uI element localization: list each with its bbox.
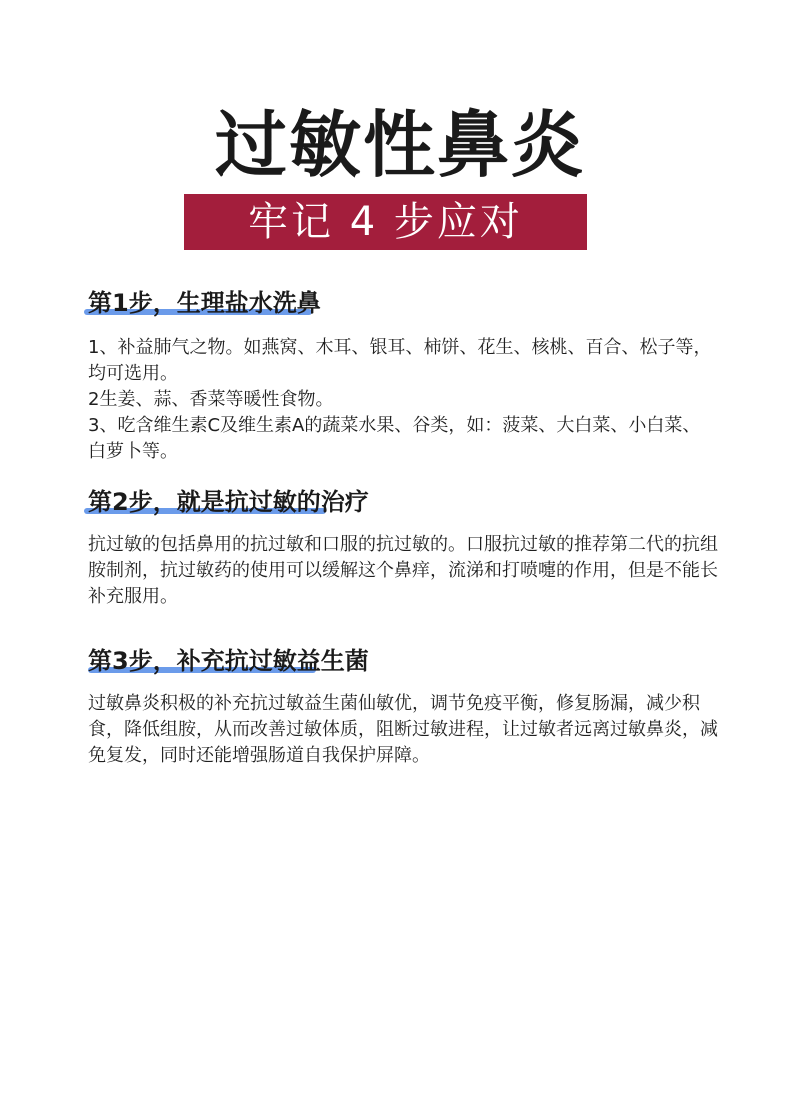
section-step-2 [88, 486, 718, 610]
subtitle-banner: 牢记 4 步应对 [184, 194, 587, 250]
section-body [88, 532, 718, 610]
section-heading: 第1步，生理盐水洗鼻 [88, 289, 321, 317]
section-heading: 第2步，就是抗过敏的治疗 [88, 488, 369, 516]
section-heading: 第3步，补充抗过敏益生菌 [88, 647, 369, 675]
page-title: 过敏性鼻炎 [214, 103, 585, 187]
paragraph: 2生姜、蒜、香菜等暖性食物。 [88, 389, 334, 410]
section-body [88, 691, 718, 769]
paragraph: 抗过敏的包括鼻用的抗过敏和口服的抗过敏的。口服抗过敏的推荐第二代的抗组胺制剂，抗过敏药的使用可以缓解这个鼻痒，流涕和打喷嚏的作用，但是不能长补充服用。 [88, 534, 718, 607]
section-step-3 [88, 645, 718, 769]
paragraph: 1、补益肺气之物。如燕窝、木耳、银耳、柿饼、花生、核桃、百合、松子等，均可选用。 [88, 337, 712, 384]
paragraph: 3、吃含维生素C及维生素A的蔬菜水果、谷类，如：菠菜、大白菜、小白菜、白萝卜等。 [88, 415, 701, 462]
section-body [88, 335, 718, 465]
paragraph: 过敏鼻炎积极的补充抗过敏益生菌仙敏优，调节免疫平衡，修复肠漏，减少积食，降低组胺，从而改善过敏体质，阻断过敏进程，让过敏者远离过敏鼻炎，减免复发，同时还能增强肠道自我保护屏障。 [88, 693, 718, 766]
section-step-1 [88, 287, 718, 465]
